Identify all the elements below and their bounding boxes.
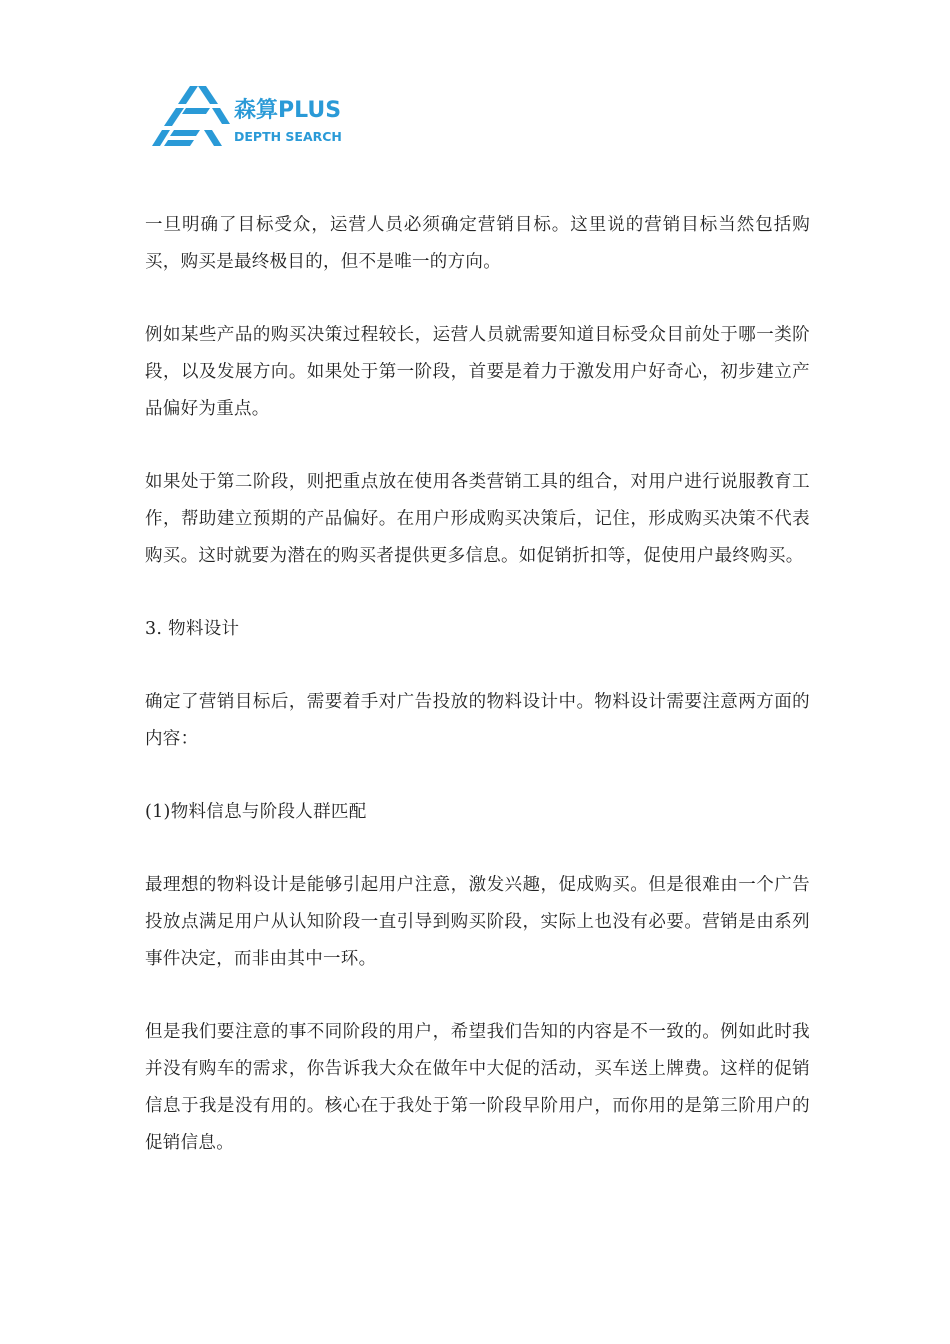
paragraph-1: 一旦明确了目标受众，运营人员必须确定营销目标。这里说的营销目标当然包括购买，购买是最终极目的，但不是唯一的方向。: [145, 215, 810, 272]
brand-logo: [152, 84, 352, 154]
paragraph-5: 最理想的物料设计是能够引起用户注意，激发兴趣，促成购买。但是很难由一个广告投放点满足用户从认知阶段一直引导到购买阶段，实际上也没有必要。营销是由系列事件决定，而非由其中一环。: [145, 875, 810, 969]
paragraph-3: 如果处于第二阶段，则把重点放在使用各类营销工具的组合，对用户进行说服教育工作，帮助建立预期的产品偏好。在用户形成购买决策后，记住，形成购买决策不代表购买。这时就要为潜在的购买者提供更多信息。如促销折扣等，促使用户最终购买。: [145, 472, 810, 566]
brand-name: 森算PLUS: [234, 98, 342, 123]
brand-logo-mark-icon: [152, 84, 232, 150]
paragraph-4: 确定了营销目标后，需要着手对广告投放的物料设计中。物料设计需要注意两方面的内容：: [145, 692, 810, 749]
paragraph-6: 但是我们要注意的事不同阶段的用户，希望我们告知的内容是不一致的。例如此时我并没有购车的需求，你告诉我大众在做年中大促的活动，买车送上牌费。这样的促销信息于我是没有用的。核心在于我处于第一阶段早阶用户，而你用的是第三阶用户的促销信息。: [145, 1022, 810, 1153]
article-body: [145, 207, 810, 1198]
paragraph-2: 例如某些产品的购买决策过程较长，运营人员就需要知道目标受众目前处于哪一类阶段，以及发展方向。如果处于第一阶段，首要是着力于激发用户好奇心，初步建立产品偏好为重点。: [145, 325, 810, 419]
subsection-heading: (1)物料信息与阶段人群匹配: [145, 802, 367, 822]
brand-tagline: DEPTH SEARCH: [234, 129, 342, 144]
section-heading: 3. 物料设计: [145, 619, 240, 639]
